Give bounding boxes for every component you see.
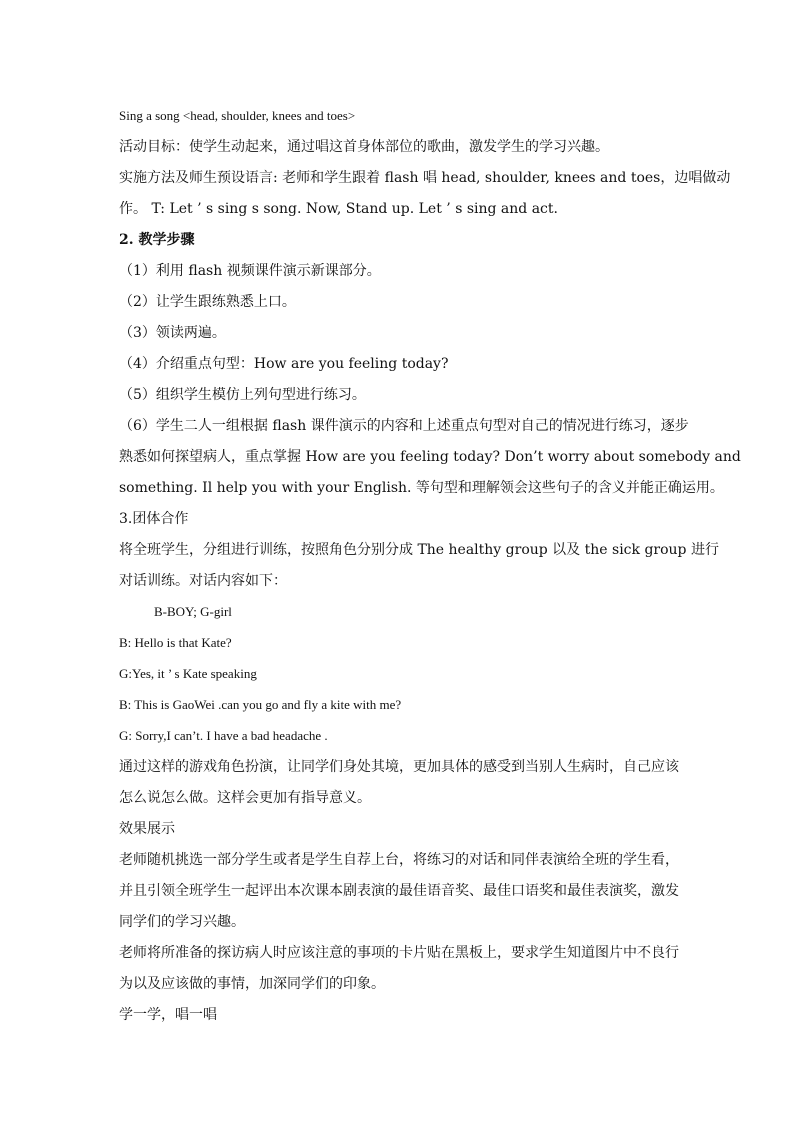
text-line: 将全班学生，分组进行训练，按照角色分别分成 The healthy group 以及 the sick group 进行 — [119, 542, 719, 558]
text-line: 老师随机挑选一部分学生或者是学生自荐上台，将练习的对话和同伴表演给全班的学生看， — [119, 852, 679, 868]
dialogue-line: G: Sorry,I can’t. I have a bad headache . — [119, 728, 328, 743]
text-line: 为以及应该做的事情，加深同学们的印象。 — [119, 976, 385, 992]
text-line: 实施方法及师生预设语言: 老师和学生跟着 flash 唱 head, shoulder, knees and toes，边唱做动 — [119, 170, 731, 186]
text-line: 老师将所准备的探访病人时应该注意的事项的卡片贴在黑板上，要求学生知道图片中不良行 — [119, 945, 679, 961]
text-line: （1）利用 flash 视频课件演示新课部分。 — [119, 263, 381, 279]
dialogue-line: B: Hello is that Kate? — [119, 635, 232, 650]
text-line: （6）学生二人一组根据 flash 课件演示的内容和上述重点句型对自己的情况进行练习，逐步 — [119, 418, 689, 434]
text-line: something. Il help you with your English. 等句型和理解领会这些句子的含义并能正确运用。 — [119, 480, 724, 496]
text-line: 同学们的学习兴趣。 — [119, 914, 245, 930]
text-line: 对话训练。对话内容如下： — [119, 573, 287, 589]
text-line: 熟悉如何探望病人，重点掌握 How are you feeling today? Don’t worry about somebody and — [119, 449, 741, 465]
section-heading: 2. 教学步骤 — [119, 232, 195, 248]
text-line: 活动目标：使学生动起来，通过唱这首身体部位的歌曲，激发学生的学习兴趣。 — [119, 139, 609, 155]
dialogue-line: G:Yes, it ’ s Kate speaking — [119, 666, 257, 681]
dialogue-line: B: This is GaoWei .can you go and fly a kite with me? — [119, 697, 402, 712]
text-line: （4）介绍重点句型：How are you feeling today? — [119, 356, 449, 372]
text-line: Sing a song <head, shoulder, knees and toes> — [119, 108, 356, 123]
text-line: （2）让学生跟练熟悉上口。 — [119, 294, 296, 310]
section-heading: 3.团体合作 — [119, 511, 189, 527]
section-heading: 效果展示 — [119, 821, 175, 837]
text-line: 怎么说怎么做。这样会更加有指导意义。 — [119, 790, 371, 806]
text-line: 通过这样的游戏角色扮演，让同学们身处其境，更加具体的感受到当别人生病时，自己应该 — [119, 759, 679, 775]
text-line: 作。 T: Let ’ s sing s song. Now, Stand up. Let ’ s sing and act. — [119, 201, 558, 217]
text-line: （3）领读两遍。 — [119, 325, 226, 341]
dialogue-legend: B-BOY; G-girl — [154, 604, 232, 619]
section-heading: 学一学，唱一唱 — [119, 1007, 217, 1023]
text-line: 并且引领全班学生一起评出本次课本剧表演的最佳语音奖、最佳口语奖和最佳表演奖，激发 — [119, 883, 679, 899]
text-line: （5）组织学生模仿上列句型进行练习。 — [119, 387, 366, 403]
